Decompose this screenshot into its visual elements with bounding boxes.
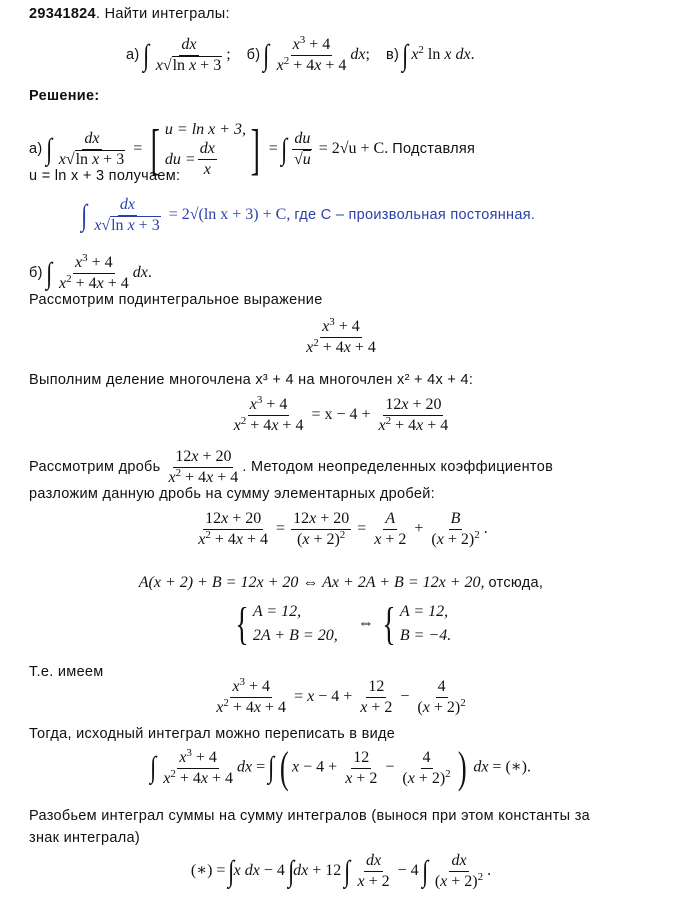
decompose-text: разложим данную дробь на сумму элементарных дробей:	[29, 486, 435, 502]
system-left-1: A = 12,	[252, 603, 302, 620]
integral-sign-icon: ∫	[45, 256, 52, 290]
system-left-2: 2A + B = 20,	[252, 627, 338, 644]
integral-sign-icon: ∫	[344, 854, 351, 888]
part-a-result: = 2√u + C.	[318, 140, 389, 158]
task-c-integrand: $x^2$ ln x dx.	[411, 44, 475, 64]
task-b-fraction: $\frac{x^3 + 4}{x^2 + 4x + 4}$	[276, 34, 347, 74]
fraction-intro-line: Рассмотрим дробь $\frac{12x + 20}{x^2 + 4x + 4}$ . Методом неопределенных коэффициентов	[29, 448, 554, 486]
hence-word: отсюда,	[488, 575, 544, 591]
part-a-answer-text: где C – произвольная постоянная.	[294, 207, 536, 224]
integral-sign-icon: ∫	[263, 38, 270, 72]
integral-sign-icon: ∫	[45, 132, 52, 166]
integral-sign-icon: ∫	[150, 751, 157, 784]
division-rhs: = x − 4 +	[311, 406, 371, 424]
part-a-fraction: $\frac{dx}{\text{x√ln x + 3}}$	[58, 130, 125, 168]
integral-sign-icon: ∫	[268, 751, 275, 784]
split-integrals: (∗) = ∫x dx − 4 ∫dx + 12 ∫ $\frac{dx}{x + 2}$ − 4 ∫ $\frac{dx}{(x + 2)^2}$ .	[190, 852, 492, 890]
equiv-symbol: ⇔	[357, 614, 374, 632]
integral-sign-icon: ∫	[402, 38, 409, 72]
problem-header: 29341824. Найти интегралы:	[29, 6, 230, 22]
task-a-label: а)	[126, 47, 140, 64]
part-a-du-fraction: $\frac{du}{√u}$	[293, 130, 311, 168]
decomposition: $\frac{12x + 20}{x^2 + 4x + 4}$ = $\frac{12x + 20}{(x + 2)^2}$ = $\frac{A}{x + 2}$ + $\frac{B}{(x + 2)^2}$ .	[198, 510, 488, 548]
solution-heading: Решение:	[29, 88, 100, 104]
system-left: { A = 12, 2A + B = 20,	[235, 598, 338, 649]
i-e-text: Т.е. имеем	[29, 664, 104, 680]
part-a-answer	[82, 196, 535, 235]
substitution-bracket: [ u = ln x + 3, du = $\frac{dx}{x}$ ]	[150, 118, 261, 181]
substitution-top: u = ln x + 3,	[164, 121, 247, 138]
division-text: Выполним деление многочлена x³ + 4 на многочлен x² + 4x + 4:	[29, 372, 474, 388]
part-b-label: б)	[29, 265, 43, 282]
part-a-line: а) ∫ $\frac{dx}{\text{x√ln x + 3}}$ = [ u = ln x + 3, du = $\frac{dx}{x}$ ] = ∫ $\frac{du}{√u}$ = 2√u + C. Подставляя	[29, 118, 476, 181]
part-b-line: б) ∫ $\frac{x^3 + 4}{x^2 + 4x + 4}$ dx.	[29, 252, 152, 292]
integral-sign-icon: ∫	[287, 854, 295, 888]
part-a-line2: u = ln x + 3 получаем:	[29, 168, 181, 184]
system-right-1: A = 12,	[399, 603, 449, 620]
split-text-1: Разобьем интеграл суммы на сумму интегралов (вынося при этом константы за	[29, 808, 591, 824]
part-a-label: а)	[29, 141, 43, 158]
task-list: а) ∫ $\frac{dx}{\text{x√ln x + 3}}$ ; б) ∫ $\frac{x^3 + 4}{x^2 + 4x + 4}$ dx; в) ∫ $x^2$ ln x dx.	[126, 34, 475, 74]
integral-sign-icon: ∫	[142, 38, 149, 72]
coefficients-system	[0, 600, 682, 648]
integral-sign-icon: ∫	[421, 854, 428, 888]
problem-number: 29341824	[29, 6, 96, 22]
rewrite-text: Тогда, исходный интеграл можно переписать в виде	[29, 726, 396, 742]
problem-task: Найти интегралы:	[104, 6, 230, 22]
part-a-substituting: Подставляя	[392, 141, 476, 158]
integrand-display: $\frac{x^3 + 4}{x^2 + 4x + 4}$	[306, 316, 376, 356]
method-text: . Методом неопределенных коэффициентов	[242, 459, 554, 476]
coefficients-equation	[0, 574, 682, 592]
integral-sign-icon: ∫	[280, 132, 287, 166]
system-right-2: B = −4.	[399, 627, 452, 644]
task-a-fraction: $\frac{dx}{\text{x√ln x + 3}}$	[155, 36, 222, 74]
star-label-2: (∗)	[190, 862, 213, 880]
consider-integrand-text: Рассмотрим подинтегральное выражение	[29, 292, 323, 308]
star-label: (∗)	[505, 758, 527, 776]
part-a-answer-rhs: = 2√(ln x + 3) + C,	[168, 206, 291, 224]
system-right: { A = 12, B = −4.	[382, 598, 452, 649]
integral-sign-icon: ∫	[228, 854, 235, 888]
substitution-bottom: du =	[164, 150, 196, 168]
expanded-integrand: $\frac{x^3 + 4}{x^2 + 4x + 4}$ = x − 4 + $\frac{12}{x + 2}$ − $\frac{4}{(x + 2)^2}$	[216, 676, 466, 716]
coef-equation: A(x + 2) + B = 12x + 20 ⇔ Ax + 2A + B = 12x + 20,	[138, 574, 485, 591]
task-c-label: в)	[385, 47, 400, 64]
integral-sign-icon: ∫	[81, 198, 88, 232]
split-text-2: знак интеграла)	[29, 830, 141, 846]
rewritten-integral: ∫ $\frac{x^3 + 4}{x^2 + 4x + 4}$ dx = ∫ ( x − 4 + $\frac{12}{x + 2}$ − $\frac{4}{(x + 2)^2}$ ) dx = (∗).	[150, 743, 531, 792]
task-sep-1: ;	[226, 46, 231, 64]
task-sep-2: ;	[365, 46, 370, 64]
part-a-answer-fraction: $\frac{dx}{\text{x√ln x + 3}}$	[94, 196, 160, 234]
task-b-label: б)	[246, 47, 261, 64]
fraction-intro: Рассмотрим дробь	[29, 459, 161, 476]
division-result: $\frac{x^3 + 4}{x^2 + 4x + 4}$ = x − 4 + $\frac{12x + 20}{x^2 + 4x + 4}$	[233, 394, 449, 434]
